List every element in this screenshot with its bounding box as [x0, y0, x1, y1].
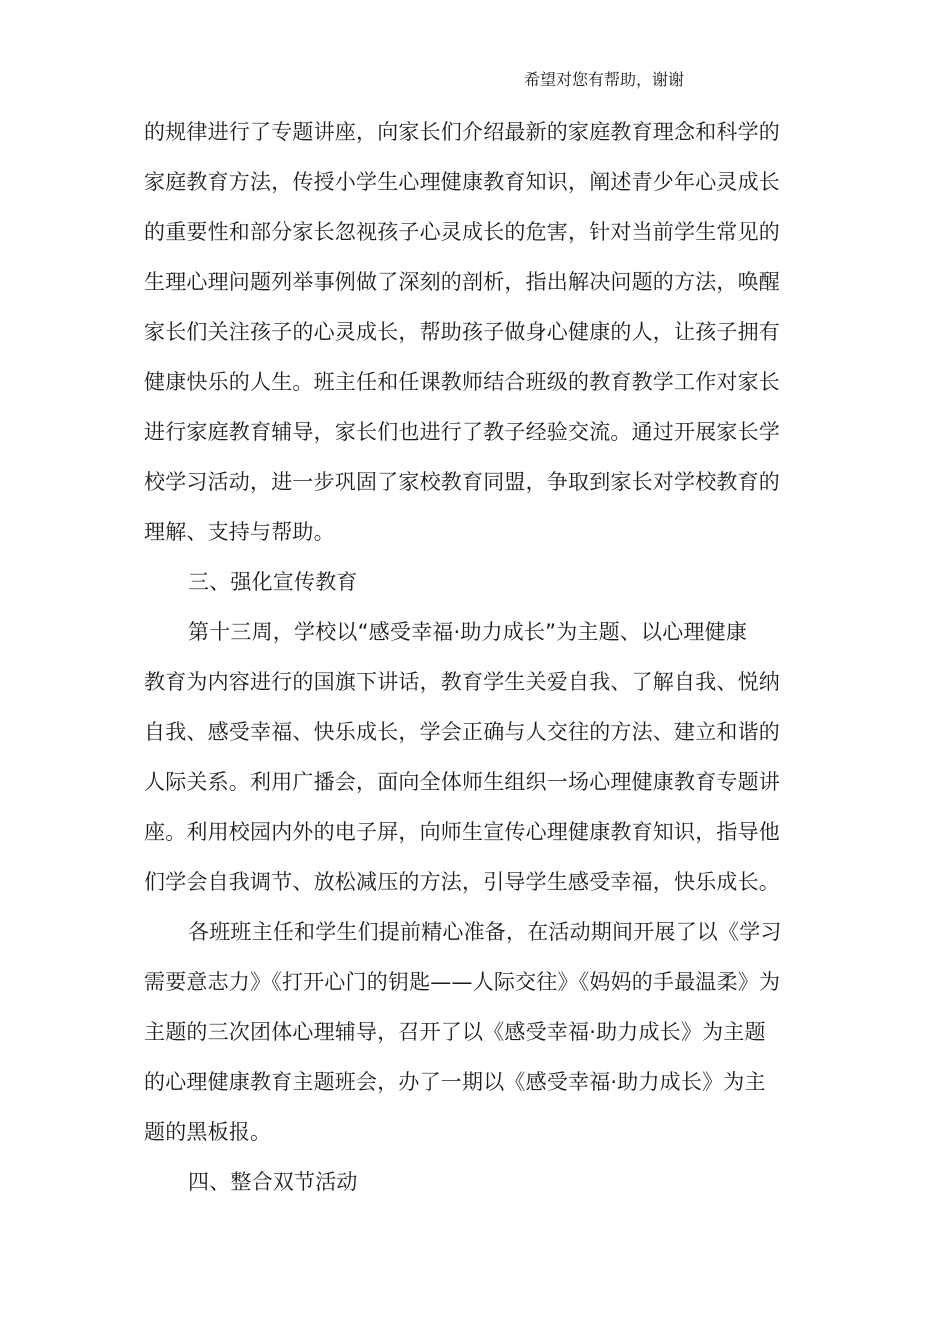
text-line: 需要意志力》《打开心门的钥匙——人际交往》《妈妈的手最温柔》为	[144, 970, 781, 994]
paragraph-start-line: 四、整合双节活动	[188, 1170, 358, 1194]
header-note: 希望对您有帮助，谢谢	[524, 70, 685, 89]
text-line: 教育为内容进行的国旗下讲话，教育学生关爱自我、了解自我、悦纳	[144, 670, 780, 694]
text-line: 座。利用校园内外的电子屏，向师生宣传心理健康教育知识，指导他	[144, 820, 780, 844]
paragraph-start-line: 第十三周，学校以“感受幸福·助力成长”为主题、以心理健康	[188, 620, 748, 644]
text-line: 健康快乐的人生。班主任和任课教师结合班级的教育教学工作对家长	[144, 370, 780, 394]
text-line: 题的黑板报。	[144, 1120, 272, 1144]
text-line: 校学习活动，进一步巩固了家校教育同盟，争取到家长对学校教育的	[144, 470, 780, 494]
paragraph-start-line: 三、强化宣传教育	[188, 570, 358, 594]
document-body	[144, 107, 814, 1207]
text-line: 人际关系。利用广播会，面向全体师生组织一场心理健康教育专题讲	[144, 770, 780, 794]
text-line: 进行家庭教育辅导，家长们也进行了教子经验交流。通过开展家长学	[144, 420, 780, 444]
text-line: 家长们关注孩子的心灵成长，帮助孩子做身心健康的人，让孩子拥有	[144, 320, 780, 344]
paragraph-start-line: 各班班主任和学生们提前精心准备，在活动期间开展了以《学习	[188, 920, 782, 944]
text-line: 主题的三次团体心理辅导，召开了以《感受幸福·助力成长》为主题	[144, 1020, 766, 1044]
text-line: 自我、感受幸福、快乐成长，学会正确与人交往的方法、建立和谐的	[144, 720, 780, 744]
text-line: 的心理健康教育主题班会，办了一期以《感受幸福·助力成长》为主	[144, 1070, 766, 1094]
text-line: 们学会自我调节、放松减压的方法，引导学生感受幸福，快乐成长。	[144, 870, 780, 894]
text-line: 的规律进行了专题讲座，向家长们介绍最新的家庭教育理念和科学的	[144, 120, 780, 144]
text-line: 的重要性和部分家长忽视孩子心灵成长的危害，针对当前学生常见的	[144, 220, 780, 244]
text-line: 理解、支持与帮助。	[144, 520, 335, 544]
text-line: 生理心理问题列举事例做了深刻的剖析，指出解决问题的方法，唤醒	[144, 270, 780, 294]
text-line: 家庭教育方法，传授小学生心理健康教育知识，阐述青少年心灵成长	[144, 170, 780, 194]
